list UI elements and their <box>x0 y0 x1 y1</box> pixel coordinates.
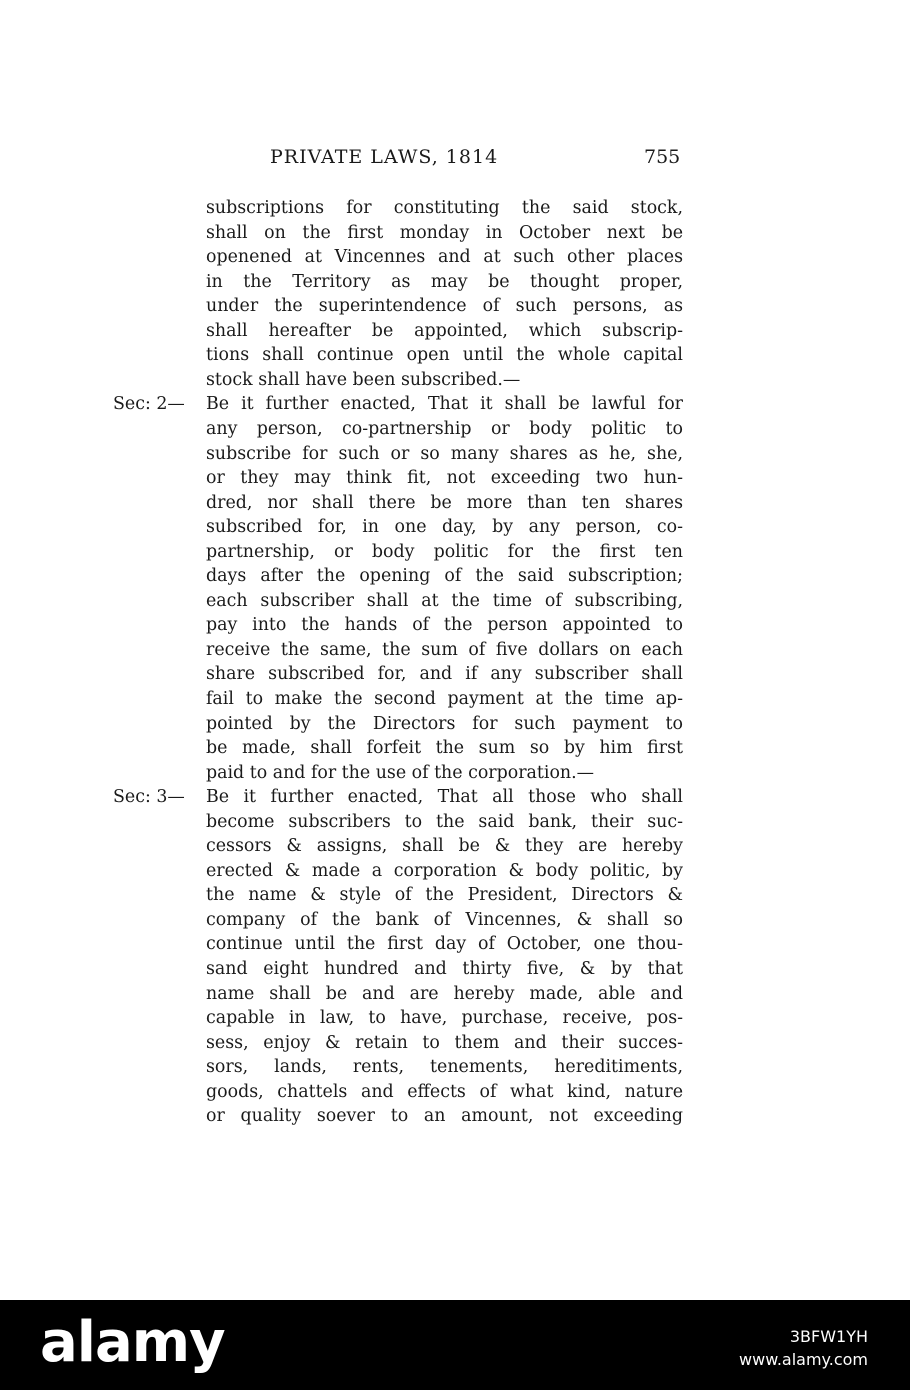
text-line: sors, lands, rents, tenements, hereditiments, <box>206 1057 683 1077</box>
text-line: be made, shall forfeit the sum so by him first <box>206 738 683 758</box>
text-line: goods, chattels and effects of what kind, nature <box>206 1082 683 1102</box>
text-line: pointed by the Directors for such payment to <box>206 714 683 734</box>
text-line: openened at Vincennes and at such other places <box>206 247 683 267</box>
text-line: or they may think fit, not exceeding two hun- <box>206 468 683 488</box>
text-line: name shall be and are hereby made, able and <box>206 984 683 1004</box>
text-line: share subscribed for, and if any subscriber shall <box>206 664 683 684</box>
text-line: tions shall continue open until the whole capital <box>206 345 683 365</box>
text-line: become subscribers to the said bank, their suc- <box>206 812 683 832</box>
page-number: 755 <box>644 146 681 168</box>
text-line: days after the opening of the said subscription; <box>206 566 683 586</box>
text-line: continue until the first day of October, one thou- <box>206 934 683 954</box>
text-line: pay into the hands of the person appointed to <box>206 615 683 635</box>
text-line: stock shall have been subscribed.— <box>206 370 521 390</box>
text-line: sand eight hundred and thirty five, & by that <box>206 959 683 979</box>
text-line: the name & style of the President, Directors & <box>206 885 683 905</box>
text-line: erected & made a corporation & body politic, by <box>206 861 683 881</box>
section-label: Sec: 2— <box>113 394 185 414</box>
text-line: subscriptions for constituting the said stock, <box>206 198 683 218</box>
text-line: shall hereafter be appointed, which subscrip- <box>206 321 683 341</box>
text-line: each subscriber shall at the time of subscribing, <box>206 591 683 611</box>
image-id-label: 3BFW1YH <box>789 1327 868 1346</box>
site-url-label: www.alamy.com <box>739 1350 868 1369</box>
text-line: or quality soever to an amount, not exceeding <box>206 1106 683 1126</box>
text-line: partnership, or body politic for the first ten <box>206 542 683 562</box>
running-header: PRIVATE LAWS, 1814 <box>270 146 499 168</box>
text-line: receive the same, the sum of five dollars on each <box>206 640 683 660</box>
text-line: Be it further enacted, That all those who shall <box>206 787 683 807</box>
text-line: dred, nor shall there be more than ten shares <box>206 493 683 513</box>
text-line: in the Territory as may be thought proper, <box>206 272 683 292</box>
brand-logo: alamy <box>40 1310 225 1375</box>
section-label: Sec: 3— <box>113 787 185 807</box>
text-line: sess, enjoy & retain to them and their succes- <box>206 1033 683 1053</box>
text-line: cessors & assigns, shall be & they are hereby <box>206 836 683 856</box>
text-line: capable in law, to have, purchase, receive, pos- <box>206 1008 683 1028</box>
text-line: any person, co-partnership or body politic to <box>206 419 683 439</box>
text-line: company of the bank of Vincennes, & shall so <box>206 910 683 930</box>
text-line: Be it further enacted, That it shall be lawful for <box>206 394 683 414</box>
text-line: paid to and for the use of the corporation.— <box>206 763 595 783</box>
text-line: under the superintendence of such persons, as <box>206 296 683 316</box>
text-line: shall on the first monday in October next be <box>206 223 683 243</box>
text-line: subscribed for, in one day, by any person, co- <box>206 517 683 537</box>
text-line: subscribe for such or so many shares as he, she, <box>206 444 683 464</box>
text-line: fail to make the second payment at the time ap- <box>206 689 683 709</box>
